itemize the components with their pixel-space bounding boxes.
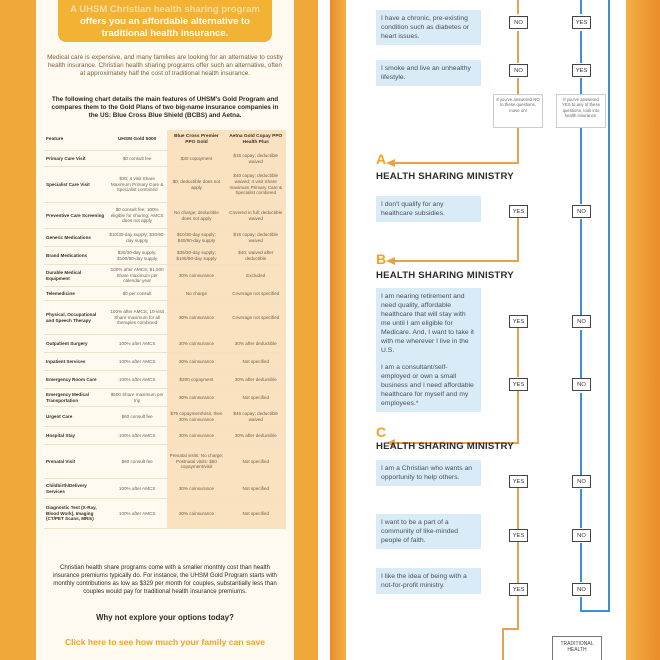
section-heading-c: HEALTH SHARING MINISTRY xyxy=(376,441,514,452)
flow-line xyxy=(517,488,519,530)
bcbs-cell: 30% coinsurance xyxy=(167,479,225,499)
flow-line xyxy=(392,260,519,262)
flow-line xyxy=(502,628,504,660)
header-blue-cross: Blue Cross Premier PPO Gold xyxy=(167,130,225,151)
table-row xyxy=(44,353,286,371)
feature-cell: Diagnostic Test (X-Ray, Blood Work), Imaging (CT/PET Scans, MRIs) xyxy=(44,499,107,529)
flow-line xyxy=(517,128,519,163)
header-feature: Feature xyxy=(44,130,107,151)
traditional-health-box: TRADITIONAL HEALTH xyxy=(552,636,602,660)
note-answered-yes: If you've answered YES to any of these questions, look into health insurance. xyxy=(556,94,606,128)
table-row xyxy=(44,445,286,479)
table-row xyxy=(44,229,286,247)
feature-cell: Specialist Care Visit xyxy=(44,167,107,203)
feature-cell: Hospital Stay xyxy=(44,427,107,445)
uhsm-cell: 100% after AMCS; $1,500 Share maximum per calendar year xyxy=(107,265,168,287)
feature-cell: Childbirth/Delivery Services xyxy=(44,479,107,499)
why-heading: Why not explore your options today? xyxy=(96,613,234,622)
feature-cell: Prenatal Visit xyxy=(44,445,107,479)
table-row xyxy=(44,265,286,287)
bcbs-cell: 30% coinsurance xyxy=(167,301,225,335)
feature-cell: Preventive Care Screening xyxy=(44,203,107,229)
flow-line xyxy=(517,391,519,443)
question-christian: I am a Christian who wants an opportunity to help others. xyxy=(376,460,481,486)
flow-line xyxy=(580,610,610,612)
uhsm-cell: 100% after AMCS xyxy=(107,335,168,353)
aetna-cell: $40 copay; deductible waived; 4 visit Share maximum Primary Care & Specialist combined xyxy=(225,167,286,203)
question-subsidies: I don't qualify for any healthcare subsidies. xyxy=(376,196,481,222)
panel-divider xyxy=(318,0,330,660)
question-not-for-profit: I like the idea of being with a not-for-profit ministry. xyxy=(376,568,481,594)
aetna-cell: $45 copay; deductible waived xyxy=(225,407,286,427)
answer-yes[interactable]: YES xyxy=(509,475,528,488)
flow-line xyxy=(517,0,519,14)
flowchart-panel xyxy=(346,0,626,660)
feature-cell: Generic Medications xyxy=(44,229,107,247)
comparison-panel xyxy=(36,0,294,660)
aetna-cell: 30% after deductible xyxy=(225,427,286,445)
aetna-cell: Not specified xyxy=(225,353,286,371)
flow-line xyxy=(517,542,519,584)
aetna-cell: Not specified xyxy=(225,479,286,499)
question-community: I want to be a part of a community of like-minded people of faith. xyxy=(376,514,481,549)
answer-yes[interactable]: YES xyxy=(572,64,591,77)
right-panel-left-stripe xyxy=(330,0,346,660)
table-row xyxy=(44,247,286,265)
uhsm-cell: $500 Share maximum per trip xyxy=(107,389,168,407)
table-row xyxy=(44,407,286,427)
table-row xyxy=(44,151,286,167)
feature-cell: Physical, Occupational and Speech Therapy xyxy=(44,301,107,335)
uhsm-cell: $0 consult fee; 100% eligible for sharing; AMCS does not apply xyxy=(107,203,168,229)
uhsm-cell: $0 per consult xyxy=(107,287,168,301)
right-panel-right-stripe xyxy=(626,0,660,660)
uhsm-cell: $30/30-day supply; $100/90-day supply xyxy=(107,247,168,265)
uhsm-cell: $10/30-day supply; $30/90-day supply xyxy=(107,229,168,247)
table-row xyxy=(44,371,286,389)
table-row xyxy=(44,301,286,335)
bcbs-cell: No charge; deductible does not apply xyxy=(167,203,225,229)
uhsm-cell: 100% after AMCS xyxy=(107,371,168,389)
flow-line xyxy=(580,330,582,378)
outro-text: Christian health share programs come with a smaller monthly cost than health insurance premiums typically do. For instance, the UHSM Gold Program starts with monthly contributions as low as $329 per month for couples, substantially less than couples would pay for traditional health insurance premiums. xyxy=(53,564,277,595)
answer-no[interactable]: NO xyxy=(509,64,528,77)
aetna-cell: Covered in full; deductible waived xyxy=(225,203,286,229)
bcbs-cell: $0; deductible does not apply xyxy=(167,167,225,203)
bcbs-cell: $75 copayment/visit, then 30% coinsurance xyxy=(167,407,225,427)
uhsm-cell: 100% after AMCS xyxy=(107,499,168,529)
flow-line xyxy=(580,393,582,475)
aetna-cell: 30% after deductible xyxy=(225,335,286,353)
comparison-table xyxy=(44,130,286,529)
feature-cell: Primary Care Visit xyxy=(44,151,107,167)
banner-line-2: offers you an affordable alternative to xyxy=(80,16,250,27)
bcbs-cell: 30% coinsurance xyxy=(167,389,225,407)
flow-line xyxy=(392,162,519,164)
left-panel-right-stripe xyxy=(294,0,318,660)
question-self-employed: I am a consultant/self-employed or own a small business and I need affordable healthcare for myself and my employees.* xyxy=(376,359,481,412)
banner-line-3: traditional health insurance. xyxy=(101,28,229,39)
bcbs-cell: No charge xyxy=(167,287,225,301)
section-letter-c: C xyxy=(376,424,387,440)
note-answered-no: If you've answered NO to these questions, move on! xyxy=(493,94,543,128)
flow-line xyxy=(517,31,519,63)
feature-cell: Urgent Care xyxy=(44,407,107,427)
feature-cell: Brand Medications xyxy=(44,247,107,265)
table-row xyxy=(44,499,286,529)
bcbs-cell: $35/30-day supply; $105/90-day supply xyxy=(167,247,225,265)
answer-yes[interactable]: YES xyxy=(509,205,528,218)
answer-no[interactable]: NO xyxy=(572,475,591,488)
aetna-cell: Coverage not specified xyxy=(225,301,286,335)
banner xyxy=(58,0,272,42)
aetna-cell: Not specified xyxy=(225,499,286,529)
arrow-icon xyxy=(386,256,396,266)
table-row xyxy=(44,389,286,407)
uhsm-cell: $60 consult fee xyxy=(107,407,168,427)
uhsm-cell: 100% after AMCS xyxy=(107,427,168,445)
bcbs-cell: 30% coinsurance xyxy=(167,335,225,353)
aetna-cell: Not specified xyxy=(225,389,286,407)
answer-no[interactable]: NO xyxy=(572,315,591,328)
uhsm-cell: $0 consult fee xyxy=(107,151,168,167)
aetna-cell: Not specified xyxy=(225,445,286,479)
bcbs-cell: $30 copayment xyxy=(167,151,225,167)
section-letter-b: B xyxy=(376,251,387,267)
flow-line xyxy=(517,78,519,94)
bcbs-cell: 30% coinsurance xyxy=(167,427,225,445)
question-chronic-condition: I have a chronic, pre-existing condition such as diabetes or heart issues. xyxy=(376,10,481,45)
answer-yes[interactable]: YES xyxy=(509,583,528,596)
aetna-cell: $40; waived after deductible xyxy=(225,247,286,265)
flow-line xyxy=(580,128,582,204)
question-smoker: I smoke and live an unhealthy lifestyle. xyxy=(376,60,481,86)
flow-line xyxy=(517,596,519,629)
savings-link[interactable]: Click here to see how much your family can save xyxy=(64,637,266,647)
flow-line xyxy=(502,628,519,630)
table-header-row xyxy=(44,130,286,151)
aetna-cell: Excluded xyxy=(225,265,286,287)
uhsm-cell: 100% after AMCS; 10-visit Share maximum for all therapies combined xyxy=(107,301,168,335)
flow-line xyxy=(580,31,582,63)
table-row xyxy=(44,203,286,229)
section-letter-a: A xyxy=(376,151,387,167)
feature-cell: Inpatient Services xyxy=(44,353,107,371)
flow-line xyxy=(580,543,582,582)
chart-description: The following chart details the main features of UHSM's Gold Program and compares them to the Gold Plans of two big-name insurance companies in the US: Blue Cross Blue Shield (BCBS) and Aetna. xyxy=(51,96,279,120)
bcbs-cell: Prenatal visits: No charge; Postnatal visits: $50 copayment/visit xyxy=(167,445,225,479)
uhsm-cell: 100% after AMCS xyxy=(107,479,168,499)
feature-cell: Emergency Medical Transportation xyxy=(44,389,107,407)
flow-line xyxy=(580,489,582,528)
section-heading-a: HEALTH SHARING MINISTRY xyxy=(376,171,514,182)
answer-no[interactable]: NO xyxy=(509,16,528,29)
flow-line xyxy=(580,78,582,94)
bcbs-cell: 30% coinsurance xyxy=(167,499,225,529)
uhsm-cell: $30; 4 visit Share Maximum Primary Care & Specialist combined xyxy=(107,167,168,203)
header-uhsm: UHSM Gold 5000 xyxy=(107,130,168,151)
answer-yes[interactable]: YES xyxy=(509,315,528,328)
flow-line xyxy=(580,597,582,611)
answer-yes[interactable]: YES xyxy=(509,529,528,542)
header-aetna: Aetna Gold Copay PPO Health Plus xyxy=(225,130,286,151)
bcbs-cell: 30% coinsurance xyxy=(167,265,225,287)
table-row xyxy=(44,335,286,353)
bcbs-cell: 30% coinsurance xyxy=(167,353,225,371)
aetna-cell: $15 copay; deductible waived xyxy=(225,151,286,167)
answer-yes[interactable]: YES xyxy=(572,16,591,29)
intro-text: Medical care is expensive, and many families are looking for an alternative to costly health insurance. Christian health sharing programs offer such an alternative, often at approximately half the cost of traditional health insurance. xyxy=(47,54,283,77)
uhsm-cell: 100% after AMCS xyxy=(107,353,168,371)
table-row xyxy=(44,479,286,499)
feature-cell: Emergency Room Care xyxy=(44,371,107,389)
flow-line xyxy=(517,327,519,377)
aetna-cell: Coverage not specified xyxy=(225,287,286,301)
bcbs-cell: $300 copayment xyxy=(167,371,225,389)
answer-no[interactable]: NO xyxy=(572,529,591,542)
answer-no[interactable]: NO xyxy=(572,583,591,596)
flow-line xyxy=(608,0,610,612)
section-heading-b: HEALTH SHARING MINISTRY xyxy=(376,270,514,281)
table-row xyxy=(44,167,286,203)
arrow-icon xyxy=(386,158,396,168)
table-row xyxy=(44,287,286,301)
flow-line xyxy=(580,219,582,315)
aetna-cell: $15 copay; deductible waived xyxy=(225,229,286,247)
table-row xyxy=(44,427,286,445)
left-orange-stripe xyxy=(0,0,36,660)
bcbs-cell: $10/30-day supply; $40/90-day supply xyxy=(167,229,225,247)
feature-cell: Durable Medical Equipment xyxy=(44,265,107,287)
answer-no[interactable]: NO xyxy=(572,378,591,391)
banner-line-1: A UHSM Christian health sharing program xyxy=(70,4,260,15)
answer-yes[interactable]: YES xyxy=(509,378,528,391)
answer-no[interactable]: NO xyxy=(572,205,591,218)
feature-cell: Outpatient Surgery xyxy=(44,335,107,353)
flow-line xyxy=(580,0,582,14)
question-retirement: I am nearing retirement and need quality, affordable healthcare that will stay with me until I am eligible for Medicare. And, I want to take it with me wherever I live in the U.S. xyxy=(376,288,481,359)
feature-cell: Telemedicine xyxy=(44,287,107,301)
uhsm-cell: $60 consult fee xyxy=(107,445,168,479)
aetna-cell: 30% after deductible xyxy=(225,371,286,389)
